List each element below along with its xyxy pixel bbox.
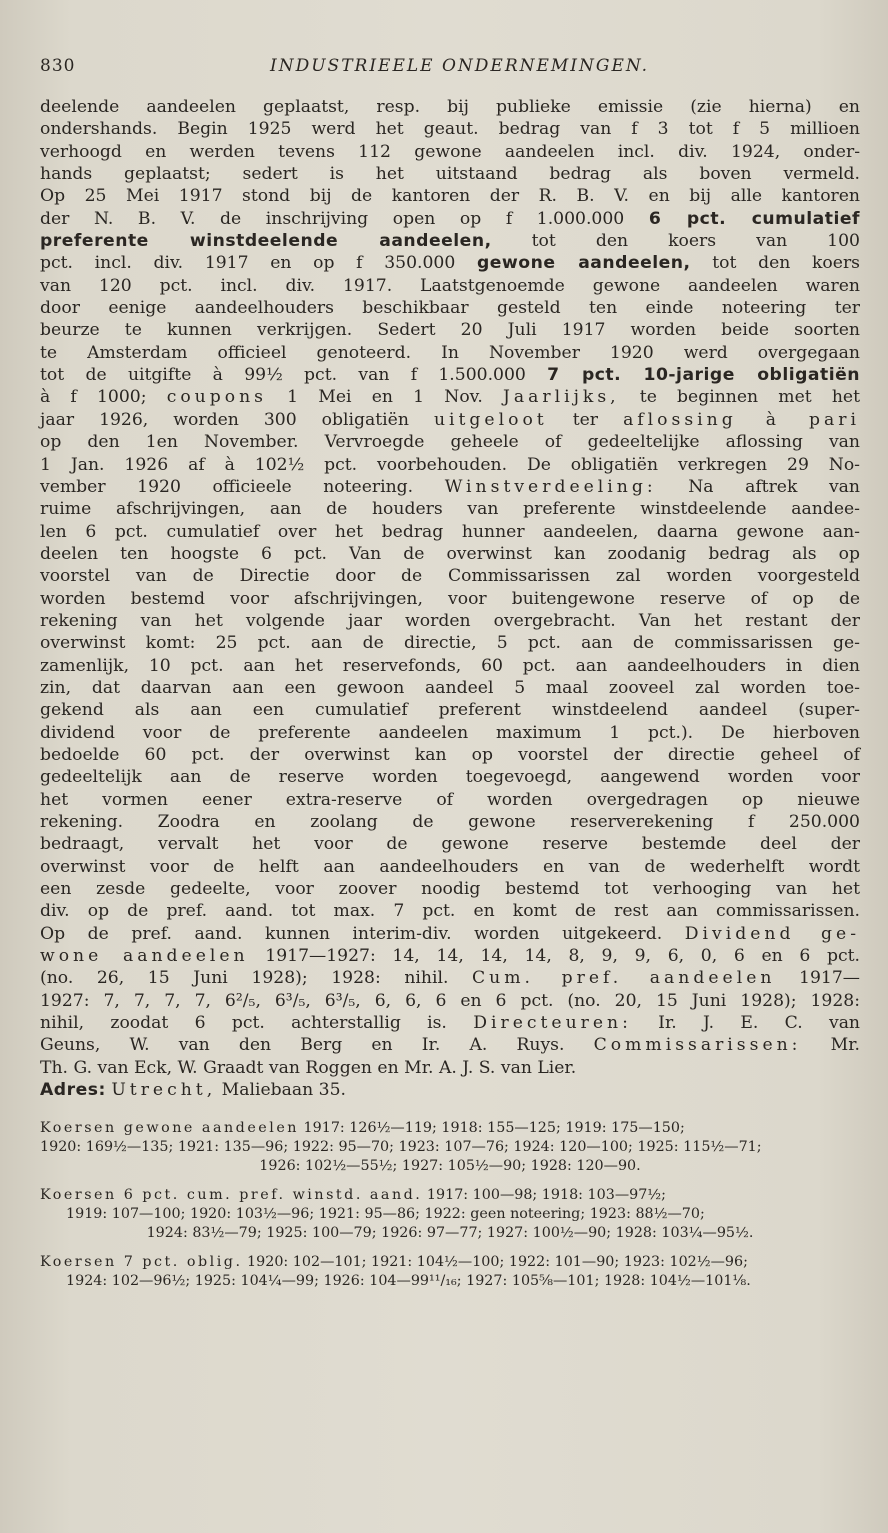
text-line — [40, 431, 860, 453]
quote-line — [40, 1224, 860, 1243]
quote-lead: Koersen gewone aandeelen — [40, 1120, 299, 1137]
spaced-emphasis-text: Commissarissen: — [593, 1035, 802, 1056]
text-segment: van 120 pct. incl. div. 1917. Laatstgenoemde gewone aandeelen waren — [40, 275, 860, 296]
text-line — [40, 141, 860, 163]
text-segment: Op 25 Mei 1917 stond bij de kantoren der R. B. V. en bij alle kantoren — [40, 186, 860, 207]
spaced-emphasis-text: Jaarlijks, — [502, 387, 620, 408]
quote-values: 1926: 102½—55½; 1927: 105½—90; 1928: 120—90. — [259, 1158, 641, 1175]
body-text — [40, 96, 860, 1079]
text-segment: 1917—1927: 14, 14, 14, 14, 8, 9, 9, 6, 0, 6 en 6 pct. — [248, 946, 860, 967]
text-line — [40, 588, 860, 610]
bold-heading-text: preferente winstdeelende aandeelen, — [40, 231, 492, 252]
text-segment: deelende aandeelen geplaatst, resp. bij publieke emissie (zie hierna) en — [40, 97, 860, 117]
text-segment: dividend voor de preferente aandeelen maximum 1 pct.). De hierboven — [40, 722, 860, 743]
text-segment: door eenige aandeelhouders beschikbaar gesteld ten einde noteering ter — [40, 298, 860, 319]
quote-block — [40, 1119, 860, 1176]
quote-line — [40, 1272, 860, 1291]
text-segment: jaar 1926, worden 300 obligatiën — [40, 409, 434, 430]
address-city: Utrecht, — [111, 1080, 217, 1101]
text-segment: voorstel van de Directie door de Commissarissen zal worden voorgesteld — [40, 566, 860, 587]
text-segment: pct. incl. div. 1917 en op f 350.000 — [40, 253, 477, 274]
text-line — [40, 386, 860, 408]
quote-line — [40, 1253, 860, 1272]
text-segment: 1 Mei en 1 Nov. — [266, 387, 503, 408]
text-line — [40, 744, 860, 766]
text-line — [40, 1034, 860, 1056]
text-line — [40, 185, 860, 207]
spaced-emphasis-text: Directeuren: — [473, 1013, 632, 1034]
spaced-emphasis-text: uitgeloot — [433, 409, 548, 430]
text-segment: len 6 pct. cumulatief over het bedrag hunner aandeelen, daarna gewone aan- — [40, 521, 860, 542]
quote-values: 1917: 126½—119; 1918: 155—125; 1919: 175—150; — [299, 1120, 685, 1137]
text-segment: (no. 26, 15 Juni 1928); 1928: nihil. — [40, 968, 473, 989]
text-segment: beurze te kunnen verkrijgen. Sedert 20 Juli 1917 worden beide soorten — [40, 320, 860, 341]
address-street: Maliebaan 35. — [216, 1080, 347, 1101]
page-header — [40, 56, 860, 96]
text-segment: het vormen eener extra-reserve of worden overgedragen op nieuwe — [40, 789, 860, 810]
text-line — [40, 565, 860, 587]
text-line — [40, 900, 860, 922]
text-segment: 1927: 7, 7, 7, 7, 6²/₅, 6³/₅, 6³/₅, 6, 6, 6 en 6 pct. (no. 20, 15 Juni 1928); 1928: — [40, 990, 860, 1011]
text-segment: deelen ten hoogste 6 pct. Van de overwinst kan zoodanig bedrag als op — [40, 543, 860, 564]
text-segment: overwinst voor de helft aan aandeelhouders en van de wederhelft wordt — [40, 856, 860, 877]
text-line — [40, 677, 860, 699]
text-segment: hands geplaatst; sedert is het uitstaand bedrag als boven vermeld. — [40, 164, 860, 185]
text-line — [40, 632, 860, 654]
text-line — [40, 118, 860, 140]
address-line — [40, 1079, 860, 1101]
text-line — [40, 319, 860, 341]
text-segment: bedraagt, vervalt het voor de gewone reserve bestemde deel der — [40, 834, 860, 855]
quote-values: 1924: 83½—79; 1925: 100—79; 1926: 97—77; 1927: 100½—90; 1928: 103¼—95½. — [146, 1225, 754, 1242]
text-segment: nihil, zoodat 6 pct. achterstallig is. — [40, 1013, 474, 1034]
spaced-emphasis-text: Dividend ge- — [684, 923, 860, 944]
text-segment: Op de pref. aand. kunnen interim-div. worden uitgekeerd. — [40, 923, 685, 944]
spaced-emphasis-text: Winstverdeeling: — [444, 476, 657, 497]
text-segment: tot den koers van 100 — [491, 231, 860, 252]
text-line — [40, 766, 860, 788]
spaced-emphasis-text: wone aandeelen — [40, 946, 249, 967]
quote-values: 1919: 107—100; 1920: 103½—96; 1921: 95—86; 1922: geen noteering; 1923: 88½—70; — [66, 1206, 705, 1223]
bold-heading-text: 6 pct. cumulatief — [648, 208, 860, 229]
text-segment: Mr. — [801, 1035, 861, 1056]
text-segment: verhoogd en werden tevens 112 gewone aandeelen incl. div. 1924, onder- — [40, 141, 860, 162]
text-segment: Th. G. van Eck, W. Graadt van Roggen en Mr. A. J. S. van Lier. — [40, 1057, 577, 1078]
text-segment: overwinst komt: 25 pct. aan de directie, 5 pct. aan de commissarissen ge- — [40, 633, 860, 654]
text-line — [40, 163, 860, 185]
text-line — [40, 208, 860, 230]
text-line — [40, 856, 860, 878]
quote-block — [40, 1253, 860, 1291]
text-line — [40, 655, 860, 677]
text-segment: 1 Jan. 1926 af à 102½ pct. voorbehouden. De obligatiën verkregen 29 No- — [40, 454, 860, 475]
text-segment: der N. B. V. de inschrijving open op f 1.000.000 — [40, 208, 649, 229]
text-line — [40, 878, 860, 900]
text-line — [40, 990, 860, 1012]
text-segment: Ir. J. E. C. van — [631, 1013, 861, 1034]
quote-values: 1924: 102—96½; 1925: 104¼—99; 1926: 104—99¹¹/₁₆; 1927: 105⅝—101; 1928: 104½—101⅛. — [66, 1273, 751, 1290]
text-segment: zin, dat daarvan aan een gewoon aandeel 5 maal zooveel zal worden toe- — [40, 677, 860, 698]
bold-heading-text: 7 pct. 10-jarige obligatiën — [547, 365, 860, 386]
text-segment: op den 1en November. Vervroegde geheele of gedeeltelijke aflossing van — [40, 432, 860, 453]
text-segment: een zesde gedeelte, voor zoover noodig bestemd tot verhooging van het — [40, 879, 860, 900]
text-line — [40, 297, 860, 319]
text-line — [40, 945, 860, 967]
quote-line — [40, 1119, 860, 1138]
spaced-emphasis-text: Cum. pref. aandeelen — [472, 968, 776, 989]
text-line — [40, 454, 860, 476]
text-segment: te Amsterdam officieel genoteerd. In November 1920 werd overgegaan — [40, 342, 860, 363]
share-quotes — [40, 1119, 860, 1291]
quote-line — [40, 1186, 860, 1205]
text-line — [40, 811, 860, 833]
quote-lead: Koersen 7 pct. oblig. — [40, 1254, 243, 1271]
text-line — [40, 342, 860, 364]
text-segment: 1917— — [775, 968, 860, 989]
text-segment: zamenlijk, 10 pct. aan het reservefonds, 60 pct. aan aandeelhouders in dien — [40, 655, 860, 676]
text-line — [40, 498, 860, 520]
text-line — [40, 967, 860, 989]
text-line — [40, 364, 860, 386]
quote-values: 1920: 169½—135; 1921: 135—96; 1922: 95—70; 1923: 107—76; 1924: 120—100; 1925: 115½—71; — [40, 1139, 762, 1156]
text-segment: rekening. Zoodra en zoolang de gewone reserverekening f 250.000 — [40, 812, 860, 832]
text-line — [40, 543, 860, 565]
spaced-emphasis-text: aflossing à pari — [623, 409, 860, 430]
text-segment: ter — [547, 409, 624, 430]
text-line — [40, 699, 860, 721]
quote-line — [40, 1157, 860, 1176]
text-line — [40, 923, 860, 945]
text-line — [40, 1057, 860, 1079]
text-segment: Geuns, W. van den Berg en Ir. A. Ruys. — [40, 1035, 594, 1056]
text-segment: ruime afschrijvingen, aan de houders van preferente winstdeelende aandee- — [40, 499, 860, 520]
text-line — [40, 521, 860, 543]
text-segment: div. op de pref. aand. tot max. 7 pct. en komt de rest aan commissarissen. — [40, 901, 860, 922]
text-line — [40, 409, 860, 431]
text-line — [40, 230, 860, 252]
address-label: Adres: — [40, 1080, 106, 1101]
text-segment: Na aftrek van — [656, 476, 860, 497]
text-line — [40, 275, 860, 297]
text-segment: te beginnen met het — [619, 387, 860, 408]
text-line — [40, 252, 860, 274]
spaced-emphasis-text: coupons — [166, 387, 267, 408]
quote-values: 1917: 100—98; 1918: 103—97½; — [422, 1187, 666, 1204]
text-segment: gekend als aan een cumulatief preferent winstdeelend aandeel (super- — [40, 700, 860, 721]
text-segment: rekening van het volgende jaar worden overgebracht. Van het restant der — [40, 610, 860, 631]
page-number: 830 — [40, 56, 76, 76]
text-line — [40, 476, 860, 498]
text-segment: à f 1000; — [40, 387, 167, 408]
text-line — [40, 833, 860, 855]
text-line — [40, 722, 860, 744]
text-segment: gedeeltelijk aan de reserve worden toegevoegd, aangewend worden voor — [40, 767, 860, 788]
quote-values: 1920: 102—101; 1921: 104½—100; 1922: 101—90; 1923: 102½—96; — [242, 1254, 748, 1271]
text-segment: bedoelde 60 pct. der overwinst kan op voorstel der directie geheel of — [40, 744, 860, 765]
text-segment: tot den koers — [690, 253, 860, 274]
quote-block — [40, 1186, 860, 1243]
text-line — [40, 610, 860, 632]
quote-line — [40, 1205, 860, 1224]
bold-heading-text: gewone aandeelen, — [476, 253, 691, 274]
running-title: INDUSTRIEELE ONDERNEMINGEN. — [270, 56, 650, 76]
text-segment: ondershands. Begin 1925 werd het geaut. bedrag van f 3 tot f 5 millioen — [40, 119, 860, 140]
text-segment: tot de uitgifte à 99½ pct. van f 1.500.000 — [40, 365, 548, 386]
text-line — [40, 789, 860, 811]
quote-line — [40, 1138, 860, 1157]
quote-lead: Koersen 6 pct. cum. pref. winstd. aand. — [40, 1187, 423, 1204]
text-segment: worden bestemd voor afschrijvingen, voor buitengewone reserve of op de — [40, 588, 860, 609]
text-line — [40, 1012, 860, 1034]
text-line — [40, 96, 860, 118]
text-segment: vember 1920 officieele noteering. — [40, 476, 445, 497]
